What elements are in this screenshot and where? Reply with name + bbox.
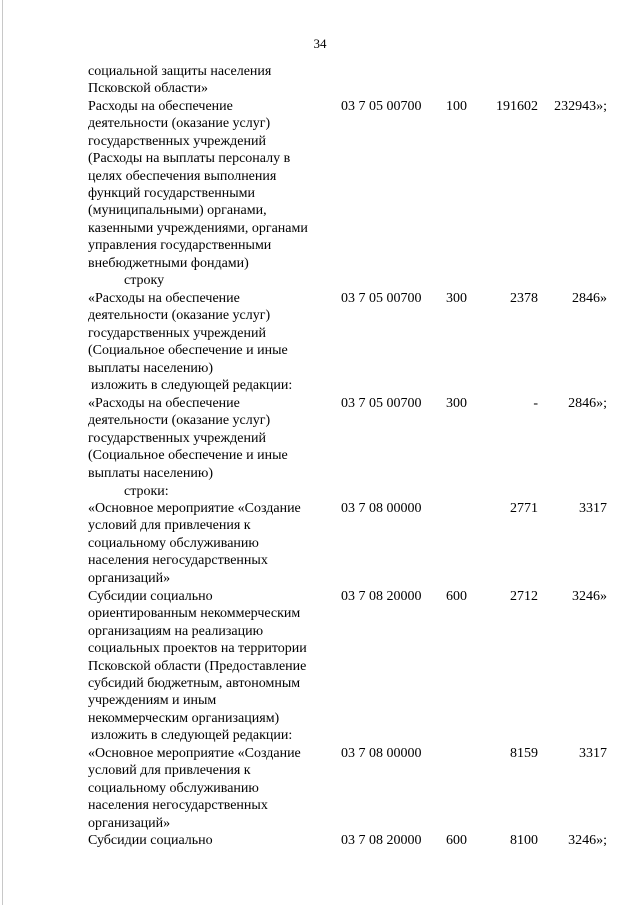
row-description: «Расходы на обеспечение деятельности (оказание услуг) государственных учреждений (Социальное обеспечение и иные выплаты населению): [88, 291, 288, 376]
row-description: «Расходы на обеспечение деятельности (оказание услуг) государственных учреждений (Социальное обеспечение и иные выплаты населению): [88, 396, 288, 481]
row-sum-1: 8100: [510, 833, 538, 848]
note-izlozhit: изложить в следующей редакции:: [91, 728, 293, 743]
row-code: 03 7 05 00700: [341, 396, 422, 411]
row-code: 03 7 08 20000: [341, 589, 422, 604]
row-sum-1: 2378: [510, 291, 538, 306]
row-sum-2: 2846»: [572, 291, 607, 306]
row-code: 03 7 08 00000: [341, 501, 422, 516]
row-code: 03 7 08 20000: [341, 833, 422, 848]
row-description: Субсидии социально: [88, 833, 213, 848]
row-description: Субсидии социально ориентированным некоммерческим организациям на реализацию социальных проектов на территории Псковской области (Предоставление субсидий бюджетным, автономным учреждениям и иным некоммерческим организациям): [88, 589, 307, 726]
row-sum-1: 191602: [496, 99, 538, 114]
row-code: 03 7 08 00000: [341, 746, 422, 761]
row-expense-type: 300: [446, 291, 467, 306]
continued-text: социальной защиты населения Псковской области»: [88, 64, 272, 97]
row-expense-type: 600: [446, 589, 467, 604]
row-sum-2: 3246»: [572, 589, 607, 604]
scan-edge: [2, 0, 3, 905]
row-sum-1: 8159: [510, 746, 538, 761]
row-expense-type: 600: [446, 833, 467, 848]
row-sum-2: 232943»;: [554, 99, 607, 114]
note-stroki: строки:: [124, 484, 169, 499]
row-sum-1: -: [533, 396, 538, 411]
row-sum-2: 3317: [579, 501, 607, 516]
row-code: 03 7 05 00700: [341, 99, 422, 114]
row-sum-2: 3317: [579, 746, 607, 761]
row-description: «Основное мероприятие «Создание условий для привлечения к социальному обслуживанию населения негосударственных организаций»: [88, 501, 301, 586]
row-expense-type: 300: [446, 396, 467, 411]
row-code: 03 7 05 00700: [341, 291, 422, 306]
row-sum-2: 2846»;: [568, 396, 607, 411]
row-expense-type: 100: [446, 99, 467, 114]
row-description: «Основное мероприятие «Создание условий для привлечения к социальному обслуживанию населения негосударственных организаций»: [88, 746, 301, 831]
row-sum-1: 2771: [510, 501, 538, 516]
row-sum-2: 3246»;: [568, 833, 607, 848]
row-sum-1: 2712: [510, 589, 538, 604]
page-number: 34: [313, 36, 327, 51]
row-description: Расходы на обеспечение деятельности (оказание услуг) государственных учреждений (Расходы на выплаты персоналу в целях обеспечения выполнения функций государственными (муниципальными) органами, казенными учреждениями, органами управления государственными внебюджетными фондами): [88, 99, 308, 271]
note-izlozhit: изложить в следующей редакции:: [91, 378, 293, 393]
note-stroku: строку: [124, 273, 165, 288]
